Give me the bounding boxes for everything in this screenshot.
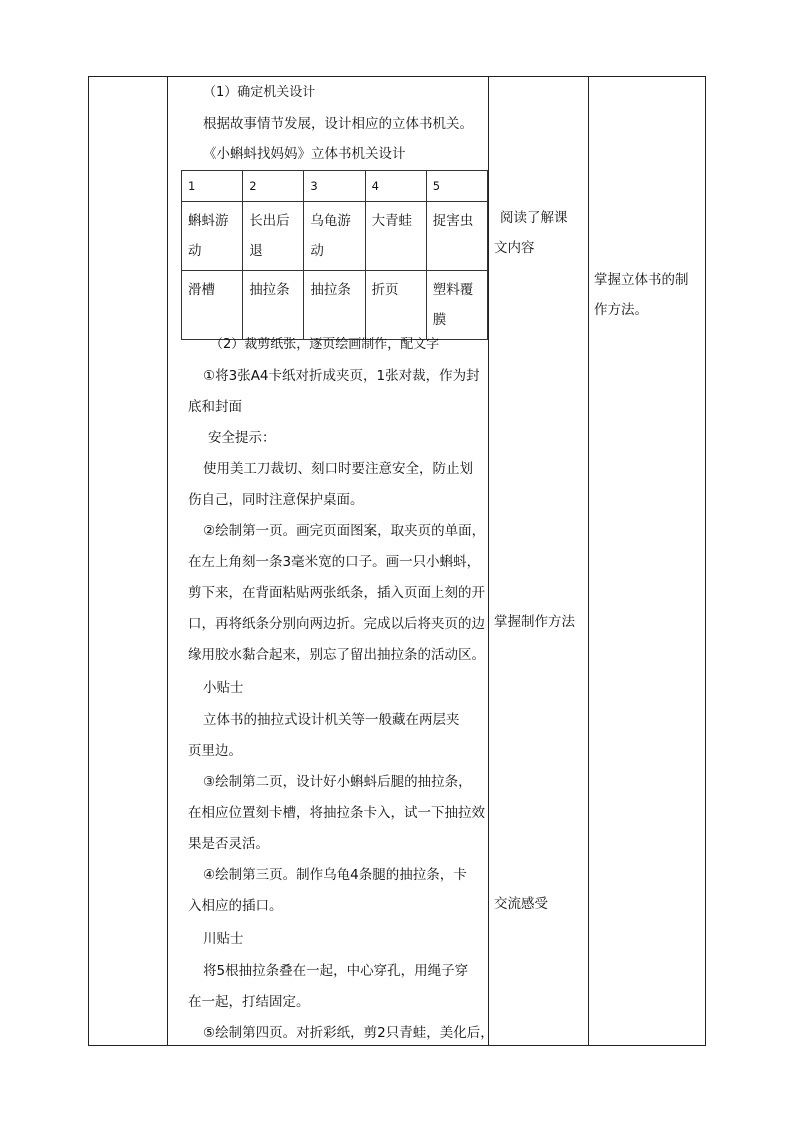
activity-reading-cont: 文内容	[494, 240, 535, 256]
table-cell: 抽拉条	[243, 271, 304, 340]
paragraph-line: ⑤绘制第四页。对折彩纸，剪2只青蛙，美化后，	[203, 1025, 494, 1041]
paragraph-line: ①将3张A4卡纸对折成夹页，1张对裁，作为封	[203, 368, 480, 384]
paragraph-line: ②绘制第一页。画完页面图案，取夹页的单面，	[203, 523, 486, 539]
paragraph-line: 伤自己，同时注意保护桌面。	[188, 492, 364, 508]
step1-title: （1）确定机关设计	[203, 85, 316, 100]
activity-share: 交流感受	[494, 896, 548, 912]
column-divider-2	[488, 76, 489, 1046]
table-cell: 折页	[365, 271, 426, 340]
activity-reading: 阅读了解课	[500, 210, 568, 226]
step1-desc: 根据故事情节发展，设计相应的立体书机关。	[203, 116, 473, 132]
tip-heading: 川贴士	[203, 931, 244, 947]
table-cell: 5	[426, 171, 487, 202]
table-cell: 3	[304, 171, 365, 202]
paragraph-line: 使用美工刀裁切、刻口时要注意安全，防止划	[203, 461, 473, 477]
paragraph-line: 在一起，打结固定。	[188, 994, 310, 1010]
paragraph-line: 在相应位置刻卡槽，将抽拉条卡入，试一下抽拉效	[188, 805, 485, 821]
paragraph-line: ④绘制第三页。制作乌龟4条腿的抽拉条，卡	[203, 867, 467, 883]
paragraph-line: 底和封面	[188, 399, 242, 415]
paragraph-line: 果是否灵活。	[188, 836, 269, 852]
paragraph-line: 页里边。	[188, 743, 242, 759]
column-divider-1	[167, 76, 168, 1046]
paragraph-line: 入相应的插口。	[188, 898, 283, 914]
table-cell: 大青蛙	[365, 202, 426, 271]
paragraph-line: 缘用胶水黏合起来，别忘了留出抽拉条的活动区。	[188, 647, 485, 663]
paragraph-line: 将5根抽拉条叠在一起，中心穿孔，用绳子穿	[203, 963, 469, 979]
table-row	[182, 171, 488, 202]
table-cell: 1	[182, 171, 243, 202]
table-cell: 塑料覆 膜	[426, 271, 487, 340]
design-intent: 掌握立体书的制	[594, 272, 689, 288]
table-cell: 抽拉条	[304, 271, 365, 340]
paragraph-line: 剪下来，在背面粘贴两张纸条，插入页面上刻的开	[188, 585, 485, 601]
table-cell: 乌龟游 动	[304, 202, 365, 271]
table-cell: 滑槽	[182, 271, 243, 340]
paragraph-line: 在左上角刻一条3毫米宽的口子。画一只小蝌蚪，	[188, 554, 481, 570]
tip-heading: 小贴士	[203, 680, 244, 696]
table-row	[182, 202, 488, 271]
column-divider-3	[588, 76, 589, 1046]
paragraph-line: 立体书的抽拉式设计机关等一般藏在两层夹	[203, 712, 460, 728]
paragraph-line: ③绘制第二页，设计好小蝌蚪后腿的抽拉条，	[203, 774, 472, 790]
activity-method: 掌握制作方法	[494, 614, 575, 630]
step2-title: （2）裁剪纸张，逐页绘画制作，配文字	[210, 337, 440, 352]
mechanism-table	[181, 170, 488, 340]
table-cell: 蝌蚪游 动	[182, 202, 243, 271]
table-cell: 2	[243, 171, 304, 202]
table-cell: 长出后 退	[243, 202, 304, 271]
table-cell: 4	[365, 171, 426, 202]
paragraph-line: 安全提示：	[208, 430, 276, 446]
table-cell: 捉害虫	[426, 202, 487, 271]
paragraph-line: 口，再将纸条分别向两边折。完成以后将夹页的边	[188, 616, 485, 632]
design-intent-cont: 作方法。	[594, 302, 648, 318]
table-caption: 《小蝌蚪找妈妈》立体书机关设计	[203, 146, 406, 162]
